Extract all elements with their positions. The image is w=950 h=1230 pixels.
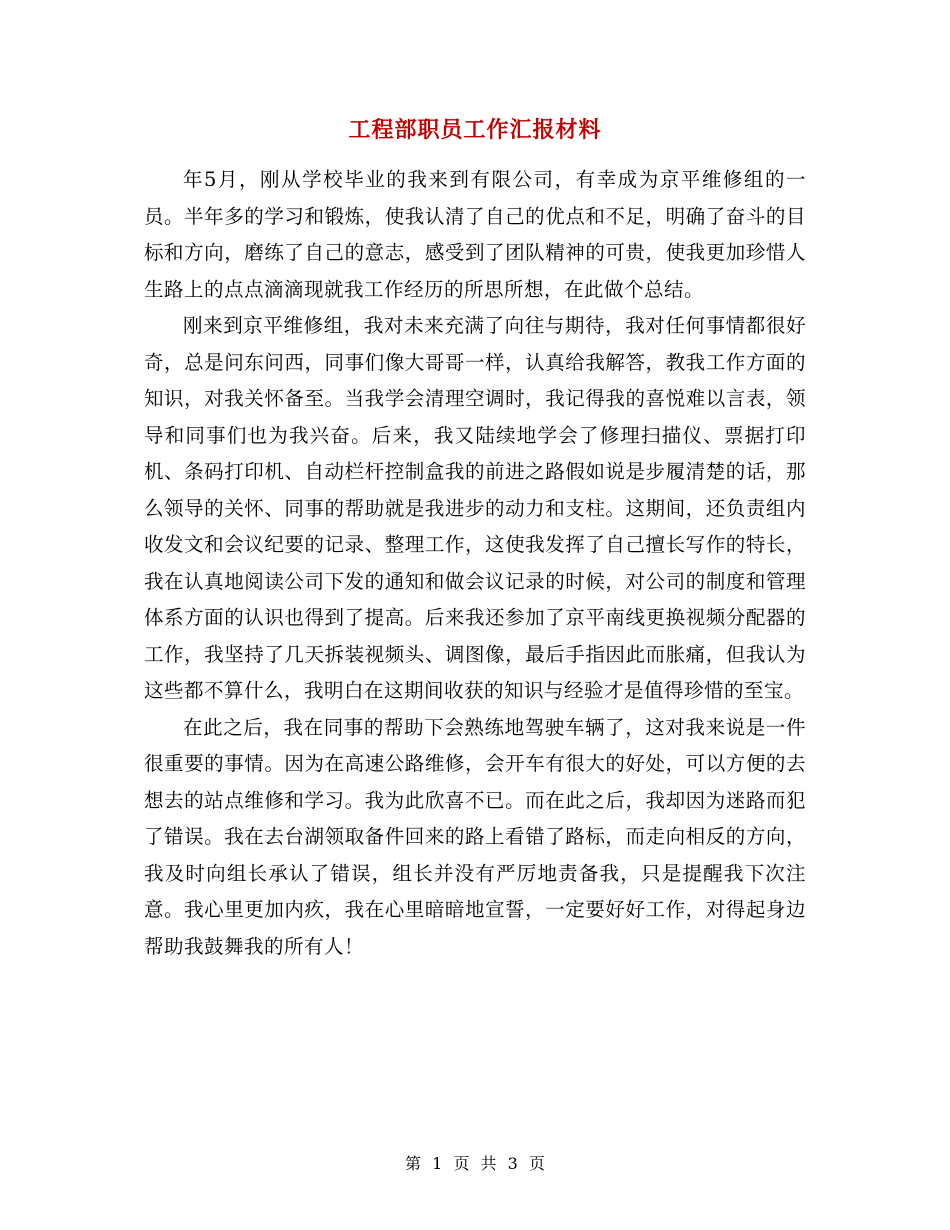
- paragraph-3: 在此之后，我在同事的帮助下会熟练地驾驶车辆了，这对我来说是一件很重要的事情。因为在高速公路维修，会开车有很大的好处，可以方便的去想去的站点维修和学习。我为此欣喜不已。而在此之后，我却因为迷路而犯了错误。我在去台湖领取备件回来的路上看错了路标，而走向相反的方向，我及时向组长承认了错误，组长并没有严厉地责备我，只是提醒我下次注意。我心里更加内疚，我在心里暗暗地宣誓，一定要好好工作，对得起身边帮助我鼓舞我的所有人！: [144, 715, 806, 958]
- footer-total-pages: 3: [507, 1154, 518, 1173]
- document-body: [144, 162, 806, 965]
- page-footer: [0, 1152, 950, 1176]
- paragraph-2: 刚来到京平维修组，我对未来充满了向往与期待，我对任何事情都很好奇，总是问东问西，同事们像大哥哥一样，认真给我解答，教我工作方面的知识，对我关怀备至。当我学会清理空调时，我记得我的喜悦难以言表，领导和同事们也为我兴奋。后来，我又陆续地学会了修理扫描仪、票据打印机、条码打印机、自动栏杆控制盒我的前进之路假如说是步履清楚的话，那么领导的关怀、同事的帮助就是我进步的动力和支柱。这期间，还负责组内收发文和会议纪要的记录、整理工作，这使我发挥了自己擅长写作的特长，我在认真地阅读公司下发的通知和做会议记录的时候，对公司的制度和管理体系方面的认识也得到了提高。后来我还参加了京平南线更换视频分配器的工作，我坚持了几天拆装视频头、调图像，最后手指因此而胀痛，但我认为这些都不算什么，我明白在这期间收获的知识与经验才是值得珍惜的至宝。: [144, 314, 806, 702]
- paragraph-1: 年5月，刚从学校毕业的我来到有限公司，有幸成为京平维修组的一员。半年多的学习和锻炼，使我认清了自己的优点和不足，明确了奋斗的目标和方向，磨练了自己的意志，感受到了团队精神的可贵，使我更加珍惜人生路上的点点滴滴现就我工作经历的所思所想，在此做个总结。: [144, 168, 806, 301]
- document-title: 工程部职员工作汇报材料: [348, 117, 602, 143]
- footer-page-word: 页: [453, 1154, 470, 1173]
- footer-total-word: 共: [480, 1154, 497, 1173]
- footer-suffix: 页: [528, 1154, 545, 1173]
- footer-prefix: 第: [405, 1154, 422, 1173]
- footer-page-number: 1: [432, 1154, 443, 1173]
